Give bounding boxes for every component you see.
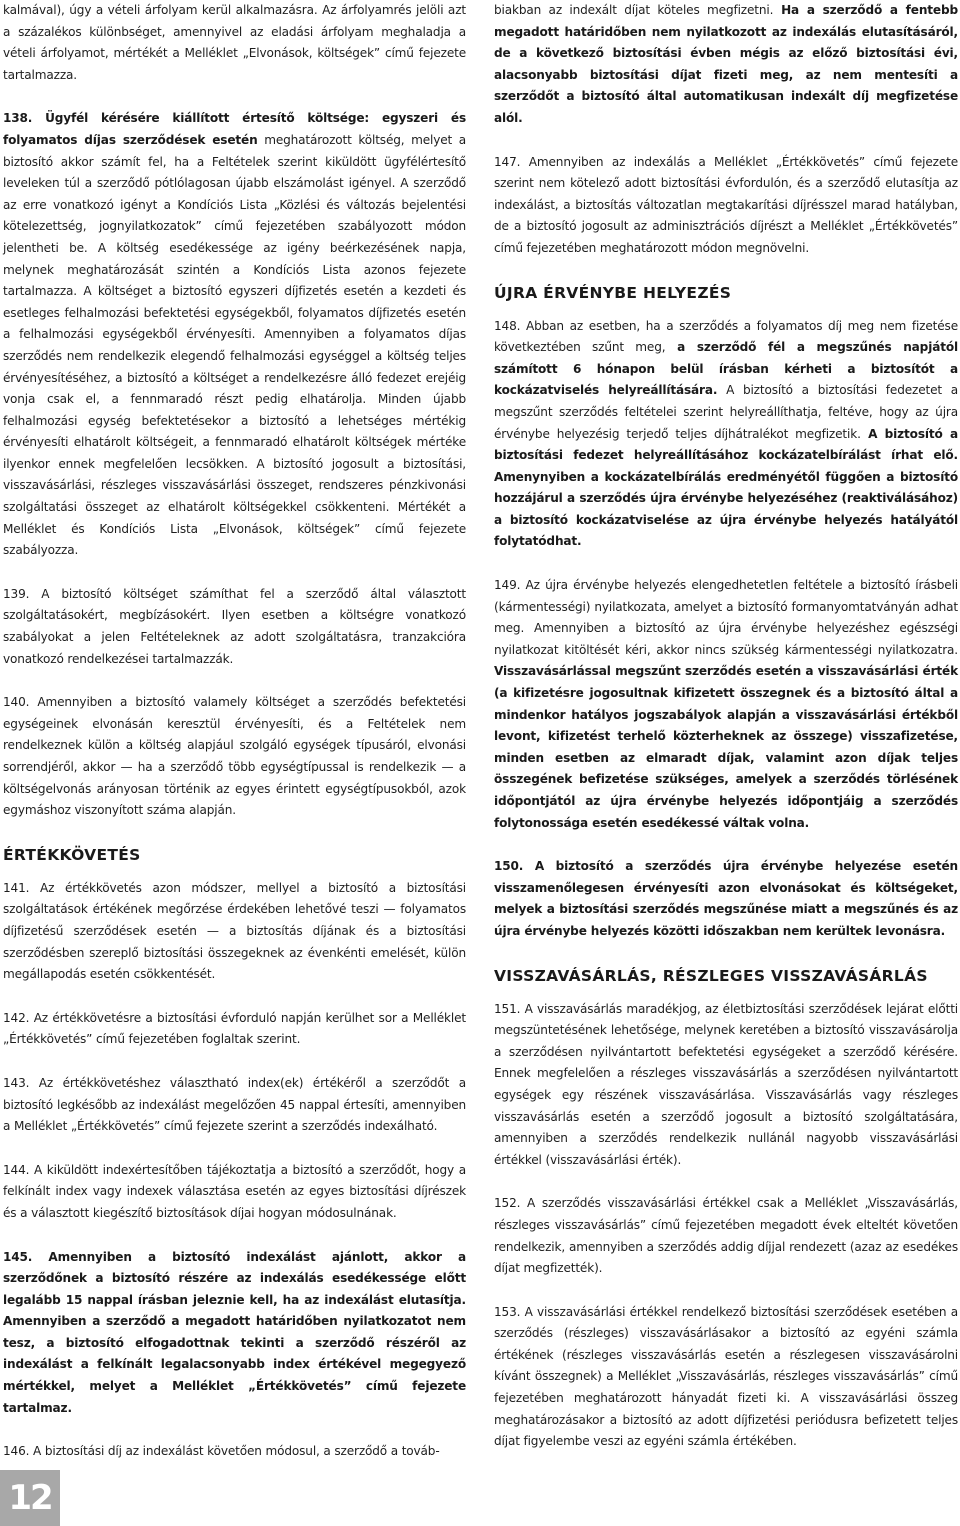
paragraph-142: 142. Az értékkövetésre a biztosítási évforduló napján kerülhet sor a Melléklet „Értékkövetés” című fejezetében foglaltak szerint. <box>3 1010 466 1047</box>
paragraph-148 <box>494 316 958 554</box>
heading-ujra-ervenybe: ÚJRA ÉRVÉNYBE HELYEZÉS <box>494 283 732 302</box>
paragraph-146: 146. A biztosítási díj az indexálást követően módosul, a szerződő a továb- <box>3 1444 440 1459</box>
paragraph-149-a: 149. Az újra érvénybe helyezés elengedhetetlen feltétele a biztosító írásbeli (kármentességi) nyilatkozata, amelyet a biztosító formanyomtatványán adhat meg. Amennyiben a biztosító az újra érvénybe helyezéshez egészségi nyilatkozat kitöltését kéri, akkor nincs szükség kármentességi nyilatkozatra. <box>494 578 958 657</box>
paragraph-141: 141. Az értékkövetés azon módszer, mellyel a biztosító a biztosítási szolgáltatások értékének megőrzése érdekében lehetővé teszi — folyamatos díjfizetésű szerződések esetén — a biztosítás díjának és a biztosítási szerződésben szereplő biztosítási összegeknek az évenkénti emelését, külön megállapodás esetén csökkentését. <box>3 880 466 982</box>
paragraph-146-bold: Ha a szerződő a fentebb megadott határidőben nem nyilatkozott az indexálás elutasításáról, de a következő biztosítási évben mégis az előző biztosítási évi, alacsonyabb biztosítási díjat fizeti meg, az nem mentesíti a szerződőt a biztosító által automatikusan indexált díj megfizetése alól. <box>494 3 958 125</box>
paragraph-149 <box>494 575 958 834</box>
paragraph-150-text: 150. A biztosító a szerződés újra érvénybe helyezése esetén visszamenőlegesen érvényesíti azon elvonásokat és költségeket, melyek a biztosítási szerződés megszűnése miatt a megszűnés és az újra érvénybe helyezés közötti időszakban nem kerültek levonásra. <box>494 859 958 938</box>
paragraph-144: 144. A kiküldött indexértesítőben tájékoztatja a biztosító a szerződőt, hogy a felkínált index vagy indexek választása esetén az egyes biztosítási díjrészek és a választott kiegészítő biztosítások díjai hogyan módosulnának. <box>3 1162 466 1220</box>
paragraph-150 <box>494 856 958 942</box>
paragraph-137-cont: kalmával), úgy a vételi árfolyam kerül alkalmazásra. Az árfolyamrés jelöli azt a százalékos különbséget, amennyivel az eladási árfolyam meghaladja a vételi árfolyamot, mértékét a Melléklet „Elvonások, költségek” című fejezete tartalmazza. <box>3 3 466 82</box>
heading-ertekkovetes: ÉRTÉKKÖVETÉS <box>3 845 141 864</box>
paragraph-138 <box>3 108 466 561</box>
paragraph-145 <box>3 1247 466 1420</box>
paragraph-148-a: 148. Abban az esetben, ha a szerződés a folyamatos díj meg nem fizetése következtében szűnt meg, <box>494 318 958 355</box>
right-column <box>494 0 958 1475</box>
paragraph-146-cont <box>494 0 958 130</box>
page-number: 12 <box>0 1470 60 1526</box>
paragraph-148-c: A biztosító a biztosítási fedezetet a megszűnt szerződés feltételei szerint helyreállíthatja, feltéve, hogy az újra érvénybe helyezésig terjedő teljes díjhátralékot megfizetik. <box>494 383 958 441</box>
paragraph-148-b: a szerződő fél a megszűnés napjától számított 6 hónapon belül írásban kérheti a biztosítót a kockázatviselés helyreállítására. <box>494 340 958 398</box>
paragraph-145-text: 145. Amennyiben a biztosító indexálást ajánlott, akkor a szerződőnek a biztosító részére az indexálás esedékessége előtt legalább 15 nappal írásban jeleznie kell, ha az indexálást elutasítja. Amennyiben a szerződő a megadott határidőben nyilatkozatot nem tesz, a biztosító elfogadottnak tekinti a szerződő részéről az indexálást a felkínált legalacsonyabb index értékével megegyező mértékkel, melyet a Melléklet „Értékkövetés” című fejezete tartalmaz. <box>3 1249 466 1415</box>
paragraph-140: 140. Amennyiben a biztosító valamely költséget a szerződés befektetési egységeinek elvonásán keresztül érvényesíti, és a Feltételek nem rendelkeznek külön a költség alapjául szolgáló egységek típusáról, elvonási sorrendjéről, akkor — ha a szerződő több egységtípussal is rendelkezik — a költségelvonás arányosan történik az egyes érintett egységtípusokból, azok egymáshoz viszonyított száma alapján. <box>3 695 466 818</box>
paragraph-149-b: Visszavásárlással megszűnt szerződés esetén a visszavásárlási érték (a kifizetésre jogosultnak kifizetett összegnek és a biztosító által a mindenkor hatályos jogszabályok alapján a visszavásárlási értékből levont, kifizetést terhelő közterheknek az összege) visszafizetése, minden esetben az elmaradt díjak, valamint azon díjak teljes összegének befizetése szükséges, amelyek a szerződés törlésének időpontjától az újra érvénybe helyezés időpontjáig a szerződés folytonossága esetén esedékessé váltak volna. <box>494 664 958 830</box>
paragraph-152: 152. A szerződés visszavásárlási értékkel csak a Melléklet „Visszavásárlás, részleges visszavásárlás” című fejezetében megadott évek elteltét követően rendelkezik, amennyiben a szerződés addig díjjal rendezett (azaz az esedékes díjat megfizették). <box>494 1196 958 1276</box>
paragraph-143: 143. Az értékkövetéshez választható index(ek) értékéről a szerződőt a biztosító legkésőbb az indexálást megelőzően 45 nappal értesíti, amennyiben a Melléklet „Értékkövetés” című fejezete szerint a szerződés indexálható. <box>3 1075 466 1134</box>
paragraph-146-cont-text: biakban az indexált díjat köteles megfizetni. <box>494 3 774 17</box>
left-column <box>3 0 466 1485</box>
paragraph-153: 153. A visszavásárlási értékkel rendelkező biztosítási szerződések esetében a szerződés (részleges) visszavásárlásakor a biztosító az egyéni számla értékének (részleges visszavásárlás esetén a részlegesen visszavásárolni kívánt összegnek) a Melléklet „Visszavásárlás, részleges visszavásárlás” című fejezetében meghatározott hányadát fizeti ki. A visszavásárlási összeg meghatározásakor a biztosító az adott díjfizetési periódusra befizetett teljes díjat figyelembe veszi az egyéni számla értékében. <box>494 1304 958 1449</box>
paragraph-148-d: A biztosító a biztosítási fedezet helyreállításához kockázatelbírálást írhat elő. Amenynyiben a kockázatelbírálás eredményétől függően a biztosító hozzájárul a szerződés újra érvénybe helyezéséhez (reaktiválásához) a biztosító kockázatviselése az újra érvénybe helyezés hatályától folytatódhat. <box>494 426 958 549</box>
paragraph-138-body: meghatározott költség, melyet a biztosító akkor számít fel, ha a Feltételek szerint kiküldött ügyfélértesítő leveleken túl a szerződő pótlólagosan újabb elszámolást igényel. A szerződő az erre vonatkozó igényt a Kondíciós Lista „Közlési és változás bejelentési kötelezettség, jognyilatkozatok” című fejezetében szabályozott módon jelentheti be. A költség esedékessége az igény beérkezésének napja, melynek meghatározását szintén a Kondíciós Lista azonos fejezete tartalmazza. A költséget a biztosító egyszeri díjfizetés esetén a kezdeti és esetleges felhalmozási befektetési egységekből, folyamatos díjfizetés esetén a felhalmozási egységekből érvényesíti. Amennyiben a folyamatos díjas szerződés nem rendelkezik elegendő felhalmozási egységgel a költség teljes érvényesítéséhez, a biztosító a költséget a rendelkezésre álló fedezet erejéig vonja csak el, a fennmaradó részt pedig elhatárolja. Minden újabb felhalmozási egység befektetésekor a biztosító a lehetséges mértékig érvényesíti elhatárolt költségeit, a fennmaradó elhatárolt költségek mértéke ilyenkor ennek megfelelően lecsökken. A biztosító jogosult a biztosítási, visszavásárlási, részleges visszavásárlási összeget, rendszeres pénzkivonási szolgáltatási összeget az elhatárolt költségekkel csökkenteni. Mértékét a Melléklet és Kondíciós Lista „Elvonások, költségek” című fejezete szabályozza. <box>3 132 467 558</box>
paragraph-139: 139. A biztosító költséget számíthat fel a szerződő által választott szolgáltatásokért, megbízásokért. Ilyen esetben a költségre vonatkozó szabályokat a jelen Feltételeknek az adott szolgáltatásra, tranzakcióra vonatkozó rendelkezései tartalmazzák. <box>3 586 466 666</box>
heading-visszavasarlas: VISSZAVÁSÁRLÁS, RÉSZLEGES VISSZAVÁSÁRLÁS <box>494 966 928 985</box>
paragraph-147: 147. Amennyiben az indexálás a Melléklet „Értékkövetés” című fejezete szerint nem kötelező adott biztosítási évfordulón, és a szerződő elutasítja az indexálást, a biztosítás változatlan megtakarítási díjrésszel marad hatályban, de a biztosító jogosult az adminisztrációs díjrészt a Melléklet „Értékkövetés” című fejezetében meghatározott módon megnövelni. <box>494 154 958 255</box>
paragraph-151: 151. A visszavásárlás maradékjog, az életbiztosítási szerződések lejárat előtti megszüntetésének lehetősége, melynek keretében a biztosító visszavásárolja a szerződésen nyilvántartott befektetési egységeket a szerződő kérésére. Ennek megfelelően a részleges visszavásárlás a szerződésen nyilvántartott egységek egy részének visszavásárlása. Visszavásárlás vagy részleges visszavásárlás esetén a szerződő jogosult a biztosító szolgáltatására, amennyiben a szerződés rendelkezik nullánál nagyobb visszavásárlási értékkel (visszavásárlási érték). <box>494 1001 958 1167</box>
paragraph-138-title: 138. Ügyfél kérésére kiállított értesítő költsége: egyszeri és folyamatos díjas szerződések esetén <box>3 111 466 147</box>
